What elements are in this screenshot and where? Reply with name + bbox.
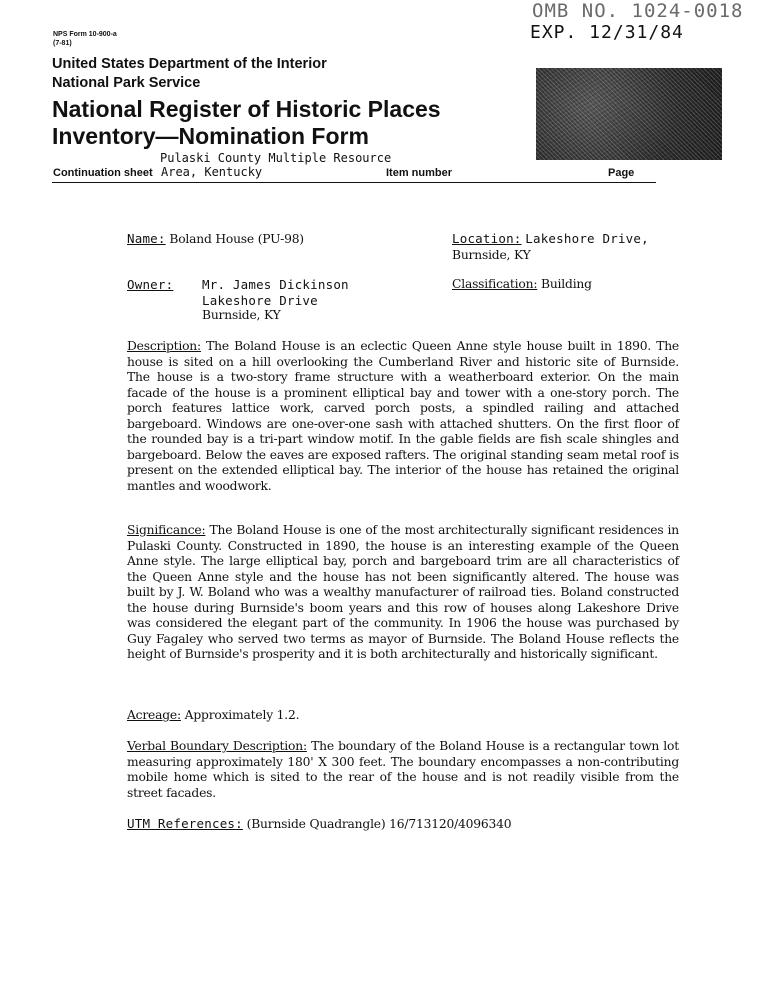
utm-field xyxy=(127,816,511,833)
agency-block xyxy=(52,55,327,93)
owner-address xyxy=(202,277,349,324)
location-line1: Lakeshore Drive, xyxy=(525,231,649,246)
acreage-value: Approximately 1.2. xyxy=(184,708,300,722)
name-field xyxy=(127,231,304,248)
multiple-resource-name: Pulaski County Multiple Resource xyxy=(160,151,392,165)
owner-line1: Mr. James Dickinson xyxy=(202,277,349,292)
boundary-paragraph xyxy=(127,739,679,801)
official-use-stamp-box xyxy=(536,68,722,160)
omb-number: OMB NO. 1024-0018 xyxy=(532,0,744,22)
name-label: Name: xyxy=(127,231,166,246)
owner-field xyxy=(127,277,427,322)
item-number-label: Item number xyxy=(386,167,453,179)
significance-text: The Boland House is one of the most architecturally significant residences in Pulaski County. Constructed in 1890, the house is an interesting example of the Queen Anne style. The large elliptical bay, porch and bargeboard trim are all characteristics of the Queen Anne style and the house has not been significantly altered. The house was built by J. W. Boland who was a wealthy manufacturer of railroad ties. Boland constructed the house during Burnside's boom years and this row of houses along Lakeshore Drive was considered the elegant part of the community. In 1906 the house was purchased by Guy Fagaley who served two terms as mayor of Burnside. The Boland House reflects the height of Burnside's prosperity and it is both architecturally and historically significant. xyxy=(127,523,679,661)
location-label: Location: xyxy=(452,231,522,246)
form-date: (7-81) xyxy=(53,40,72,47)
utm-value: (Burnside Quadrangle) 16/713120/4096340 xyxy=(246,817,512,831)
acreage-label: Acreage: xyxy=(127,708,181,722)
description-label: Description: xyxy=(127,339,201,353)
classification-value: Building xyxy=(541,277,592,291)
significance-paragraph xyxy=(127,523,679,663)
form-number-block xyxy=(53,30,117,48)
description-text: The Boland House is an eclectic Queen Anne style house built in 1890. The house is sited on a hill overlooking the Cumberland River and historic site of Burnside. The house is a two-story frame structure with a weatherboard exterior. On the main facade of the house is a prominent elliptical bay and tower with a one-story porch. The porch features lattice work, carved porch posts, a spindled railing and attached bargeboard. Windows are one-over-one sash with attached shutters. On the first floor of the rounded bay is a tri-part window motif. In the gable fields are fish scale shingles and bargeboard. Below the eaves are exposed rafters. The original standing seam metal roof is present on the extended elliptical bay. The interior of the house has retained the original mantles and woodwork. xyxy=(127,339,680,493)
page-label: Page xyxy=(608,167,635,179)
form-number: NPS Form 10-900-a xyxy=(53,31,117,38)
expiration-date: EXP. 12/31/84 xyxy=(530,22,684,43)
classification-field xyxy=(452,277,592,293)
form-title-line1: National Register of Historic Places xyxy=(52,96,441,122)
boundary-text: The boundary of the Boland House is a rectangular town lot measuring approximately 180' X 300 feet. The boundary encompasses a non-contributing mobile home which is sited to the rear of the house and is not readily visible from the street facades. xyxy=(127,739,679,800)
location-line2: Burnside, KY xyxy=(452,247,531,262)
acreage-field xyxy=(127,708,299,724)
service-name: National Park Service xyxy=(52,75,201,91)
name-value: Boland House (PU-98) xyxy=(169,232,304,246)
boundary-label: Verbal Boundary Description: xyxy=(127,739,307,753)
continuation-sheet-label: Continuation sheet xyxy=(53,167,153,179)
owner-line3: Burnside, KY xyxy=(202,308,281,322)
owner-label: Owner: xyxy=(127,277,174,292)
department-name: United States Department of the Interior xyxy=(52,56,327,72)
continuation-area: Area, Kentucky xyxy=(161,165,263,179)
description-paragraph xyxy=(127,339,679,494)
form-title-line2: Inventory—Nomination Form xyxy=(52,123,369,149)
location-field xyxy=(452,231,649,263)
utm-label: UTM References: xyxy=(127,816,243,831)
significance-label: Significance: xyxy=(127,523,206,537)
classification-label: Classification: xyxy=(452,277,538,291)
owner-line2: Lakeshore Drive xyxy=(202,292,318,308)
form-title xyxy=(52,96,441,150)
